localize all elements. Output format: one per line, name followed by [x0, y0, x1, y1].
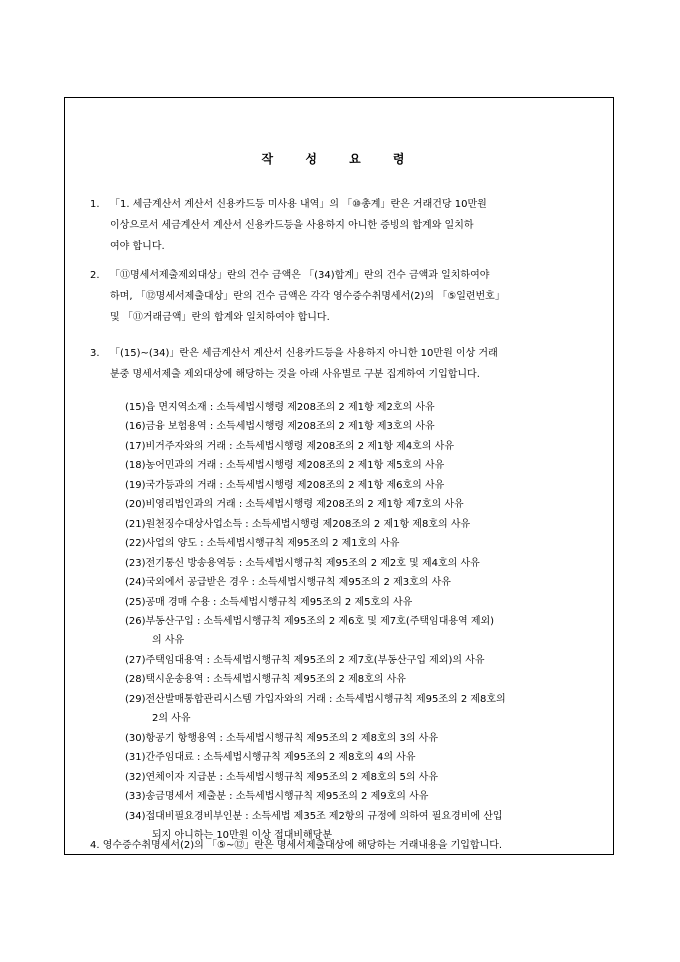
reason-item: (18)농어민과의 거래 : 소득세법시행령 제208조의 2 제1항 제5호의 사유: [125, 460, 445, 472]
paragraph-3-number: 3.: [90, 348, 100, 359]
paragraph-2: [90, 265, 600, 328]
reason-item-continuation: 2의 사유: [152, 713, 191, 725]
paragraph-3-line-1: 「(15)~(34)」란은 세금계산서 계산서 신용카드등을 사용하지 아니한 10만원 이상 거래: [110, 348, 498, 359]
reason-item: (31)간주임대료 : 소득세법시행규칙 제95조의 2 제8호의 4의 사유: [125, 752, 416, 764]
paragraph-2-line-3: 및 「⑪거래금액」란의 합계와 일치하여야 합니다.: [110, 312, 330, 323]
reason-item: (24)국외에서 공급받은 경우 : 소득세법시행규칙 제95조의 2 제3호의 사유: [125, 577, 451, 589]
paragraph-4: 4. 영수증수취명세서(2)의 「⑤~⑫」란은 명세서제출대상에 해당하는 거래내용을 기입합니다.: [90, 840, 503, 851]
reason-item: (22)사업의 양도 : 소득세법시행규칙 제95조의 2 제1호의 사유: [125, 538, 400, 550]
paragraph-2-line-1: 「⑪명세서제출제외대상」란의 건수 금액은 「(34)합계」란의 건수 금액과 일치하여야: [110, 270, 490, 281]
reason-item: (32)연체이자 지급분 : 소득세법시행규칙 제95조의 2 제8호의 5의 사유: [125, 771, 438, 783]
paragraph-1-line-1: 「1. 세금계산서 계산서 신용카드등 미사용 내역」의 「⑩총계」란은 거래건당 10만원: [110, 199, 487, 210]
paragraph-1-line-2: 이상으로서 세금계산서 계산서 신용카드등을 사용하지 아니한 증빙의 합계와 일치하: [110, 220, 474, 231]
paragraph-1-number: 1.: [90, 199, 100, 210]
reason-item: (33)송금명세서 제출분 : 소득세법시행규칙 제95조의 2 제9호의 사유: [125, 791, 429, 803]
reason-list: [125, 398, 506, 845]
paragraph-2-line-2: 하며, 「⑫명세서제출대상」란의 건수 금액은 각각 영수증수취명세서(2)의 「⑤일련번호」: [110, 291, 505, 302]
reason-item: (27)주택임대용역 : 소득세법시행규칙 제95조의 2 제7호(부동산구입 제외)의 사유: [125, 654, 485, 666]
reason-item: (25)공매 경매 수용 : 소득세법시행규칙 제95조의 2 제5호의 사유: [125, 596, 413, 608]
reason-item-continuation: 되지 아니하는 10만원 이상 접대비해당분: [152, 829, 332, 841]
reason-item-continuation: 의 사유: [152, 635, 185, 647]
paragraph-1: [90, 194, 600, 257]
paragraph-1-line-3: 여야 합니다.: [110, 241, 165, 252]
reason-item: (34)접대비필요경비부인분 : 소득세법 제35조 제2항의 규정에 의하여 필요경비에 산입: [125, 810, 503, 822]
reason-item: (28)택시운송용역 : 소득세법시행규칙 제95조의 2 제8호의 사유: [125, 674, 406, 686]
reason-item: (16)금융 보험용역 : 소득세법시행령 제208조의 2 제1항 제3호의 사유: [125, 421, 435, 433]
reason-item: (17)비거주자와의 거래 : 소득세법시행령 제208조의 2 제1항 제4호의 사유: [125, 440, 454, 452]
reason-item: (26)부동산구입 : 소득세법시행규칙 제95조의 2 제6호 및 제7호(주택임대용역 제외): [125, 615, 495, 627]
reason-item: (19)국가등과의 거래 : 소득세법시행령 제208조의 2 제1항 제6호의 사유: [125, 479, 445, 491]
reason-item: (23)전기통신 방송용역등 : 소득세법시행규칙 제95조의 2 제2호 및 제4호의 사유: [125, 557, 480, 569]
reason-item: (29)전산발매통합관리시스템 가입자와의 거래 : 소득세법시행규칙 제95조의 2 제8호의: [125, 693, 506, 705]
reason-item: (15)읍 면지역소재 : 소득세법시행령 제208조의 2 제1항 제2호의 사유: [125, 402, 435, 413]
document-title: 작 성 요 령: [261, 152, 419, 166]
reason-item: (30)항공기 항행용역 : 소득세법시행규칙 제95조의 2 제8호의 3의 사유: [125, 732, 438, 744]
paragraph-2-number: 2.: [90, 270, 100, 281]
paragraph-3: [90, 343, 600, 385]
reason-item: (20)비영리법인과의 거래 : 소득세법시행령 제208조의 2 제1항 제7호의 사유: [125, 499, 464, 511]
paragraph-3-line-2: 분중 명세서제출 제외대상에 해당하는 것을 아래 사유별로 구분 집계하여 기입합니다.: [110, 369, 480, 380]
reason-item: (21)원천징수대상사업소득 : 소득세법시행령 제208조의 2 제1항 제8호의 사유: [125, 518, 471, 530]
